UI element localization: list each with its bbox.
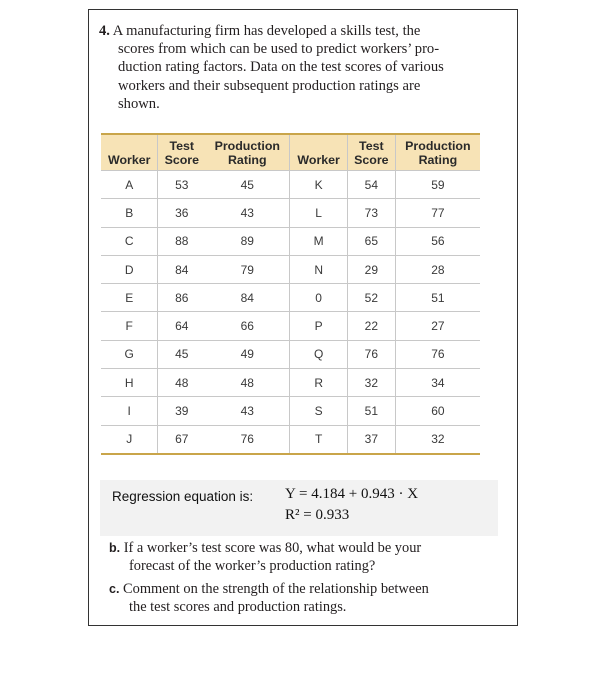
cell-rating: 56 — [395, 227, 480, 255]
cell-rating: 48 — [205, 369, 290, 397]
cell-worker: S — [290, 397, 348, 425]
question-c — [109, 581, 499, 616]
cell-worker: N — [290, 255, 348, 283]
cell-worker: P — [290, 312, 348, 340]
cell-rating: 43 — [205, 199, 290, 227]
cell-worker: C — [101, 227, 158, 255]
question-b — [109, 540, 499, 575]
cell-score: 48 — [158, 369, 205, 397]
cell-score: 29 — [347, 255, 395, 283]
cell-score: 37 — [347, 425, 395, 454]
cell-rating: 59 — [395, 171, 480, 199]
cell-rating: 77 — [395, 199, 480, 227]
problem-line: workers and their subsequent production ratings are — [118, 77, 421, 94]
question-c-label: c. — [109, 582, 120, 596]
cell-worker: G — [101, 340, 158, 368]
cell-score: 53 — [158, 171, 205, 199]
cell-worker: J — [101, 425, 158, 454]
header-worker: Worker — [101, 134, 158, 171]
regression-label: Regression equation is: — [112, 489, 254, 504]
regression-box — [100, 480, 498, 536]
cell-rating: 76 — [205, 425, 290, 454]
cell-score: 64 — [158, 312, 205, 340]
cell-worker: L — [290, 199, 348, 227]
question-c-line: the test scores and production ratings. — [129, 598, 347, 615]
cell-rating: 89 — [205, 227, 290, 255]
table-row — [101, 425, 480, 454]
cell-score: 88 — [158, 227, 205, 255]
cell-worker: B — [101, 199, 158, 227]
cell-score: 54 — [347, 171, 395, 199]
cell-worker: E — [101, 284, 158, 312]
cell-score: 45 — [158, 340, 205, 368]
cell-rating: 34 — [395, 369, 480, 397]
table-row — [101, 340, 480, 368]
table-row — [101, 397, 480, 425]
cell-rating: 27 — [395, 312, 480, 340]
cell-rating: 51 — [395, 284, 480, 312]
question-b-label: b. — [109, 541, 121, 555]
cell-rating: 49 — [205, 340, 290, 368]
table-row — [101, 227, 480, 255]
problem-line: A manufacturing firm has developed a skills test, the — [112, 23, 421, 39]
table-row — [101, 369, 480, 397]
cell-score: 76 — [347, 340, 395, 368]
cell-worker: D — [101, 255, 158, 283]
cell-rating: 84 — [205, 284, 290, 312]
cell-score: 39 — [158, 397, 205, 425]
cell-score: 51 — [347, 397, 395, 425]
header-test-score: Test Score — [164, 139, 199, 167]
cell-worker: T — [290, 425, 348, 454]
cell-worker: F — [101, 312, 158, 340]
cell-worker: Q — [290, 340, 348, 368]
cell-rating: 28 — [395, 255, 480, 283]
problem-line: duction rating factors. Data on the test scores of various — [118, 59, 444, 76]
cell-score: 32 — [347, 369, 395, 397]
header-production-rating: Production Rating — [205, 134, 290, 171]
table-row — [101, 312, 480, 340]
cell-rating: 32 — [395, 425, 480, 454]
problem-line: scores from which can be used to predict workers’ pro- — [118, 41, 440, 58]
cell-rating: 43 — [205, 397, 290, 425]
cell-score: 65 — [347, 227, 395, 255]
cell-worker: R — [290, 369, 348, 397]
cell-worker: 0 — [290, 284, 348, 312]
cell-score: 84 — [158, 255, 205, 283]
cell-rating: 45 — [205, 171, 290, 199]
table-row — [101, 199, 480, 227]
cell-worker: K — [290, 171, 348, 199]
cell-score: 73 — [347, 199, 395, 227]
question-c-line: Comment on the strength of the relationship between — [123, 581, 429, 597]
cell-worker: H — [101, 369, 158, 397]
header-production-rating-2: Production Rating — [405, 139, 471, 167]
table-row — [101, 255, 480, 283]
cell-worker: I — [101, 397, 158, 425]
cell-score: 22 — [347, 312, 395, 340]
r-squared-value: R² = 0.933 — [285, 507, 350, 523]
cell-score: 36 — [158, 199, 205, 227]
cell-worker: A — [101, 171, 158, 199]
problem-line: shown. — [118, 95, 160, 112]
table-row — [101, 284, 480, 312]
cell-worker: M — [290, 227, 348, 255]
cell-rating: 79 — [205, 255, 290, 283]
cell-score: 52 — [347, 284, 395, 312]
header-test-score-2: Test Score — [347, 134, 395, 171]
cell-score: 86 — [158, 284, 205, 312]
header-worker-2: Worker — [290, 134, 348, 171]
table-header-row — [101, 134, 480, 171]
cell-rating: 76 — [395, 340, 480, 368]
table-row — [101, 171, 480, 199]
problem-statement — [99, 22, 499, 113]
regression-equation: Y = 4.184 + 0.943 · X — [285, 486, 419, 502]
cell-rating: 66 — [205, 312, 290, 340]
question-b-line: forecast of the worker’s production rating? — [129, 557, 376, 574]
question-b-line: If a worker’s test score was 80, what would be your — [123, 540, 422, 556]
cell-rating: 60 — [395, 397, 480, 425]
problem-number: 4. — [99, 23, 110, 39]
cell-score: 67 — [158, 425, 205, 454]
data-table — [101, 133, 480, 455]
